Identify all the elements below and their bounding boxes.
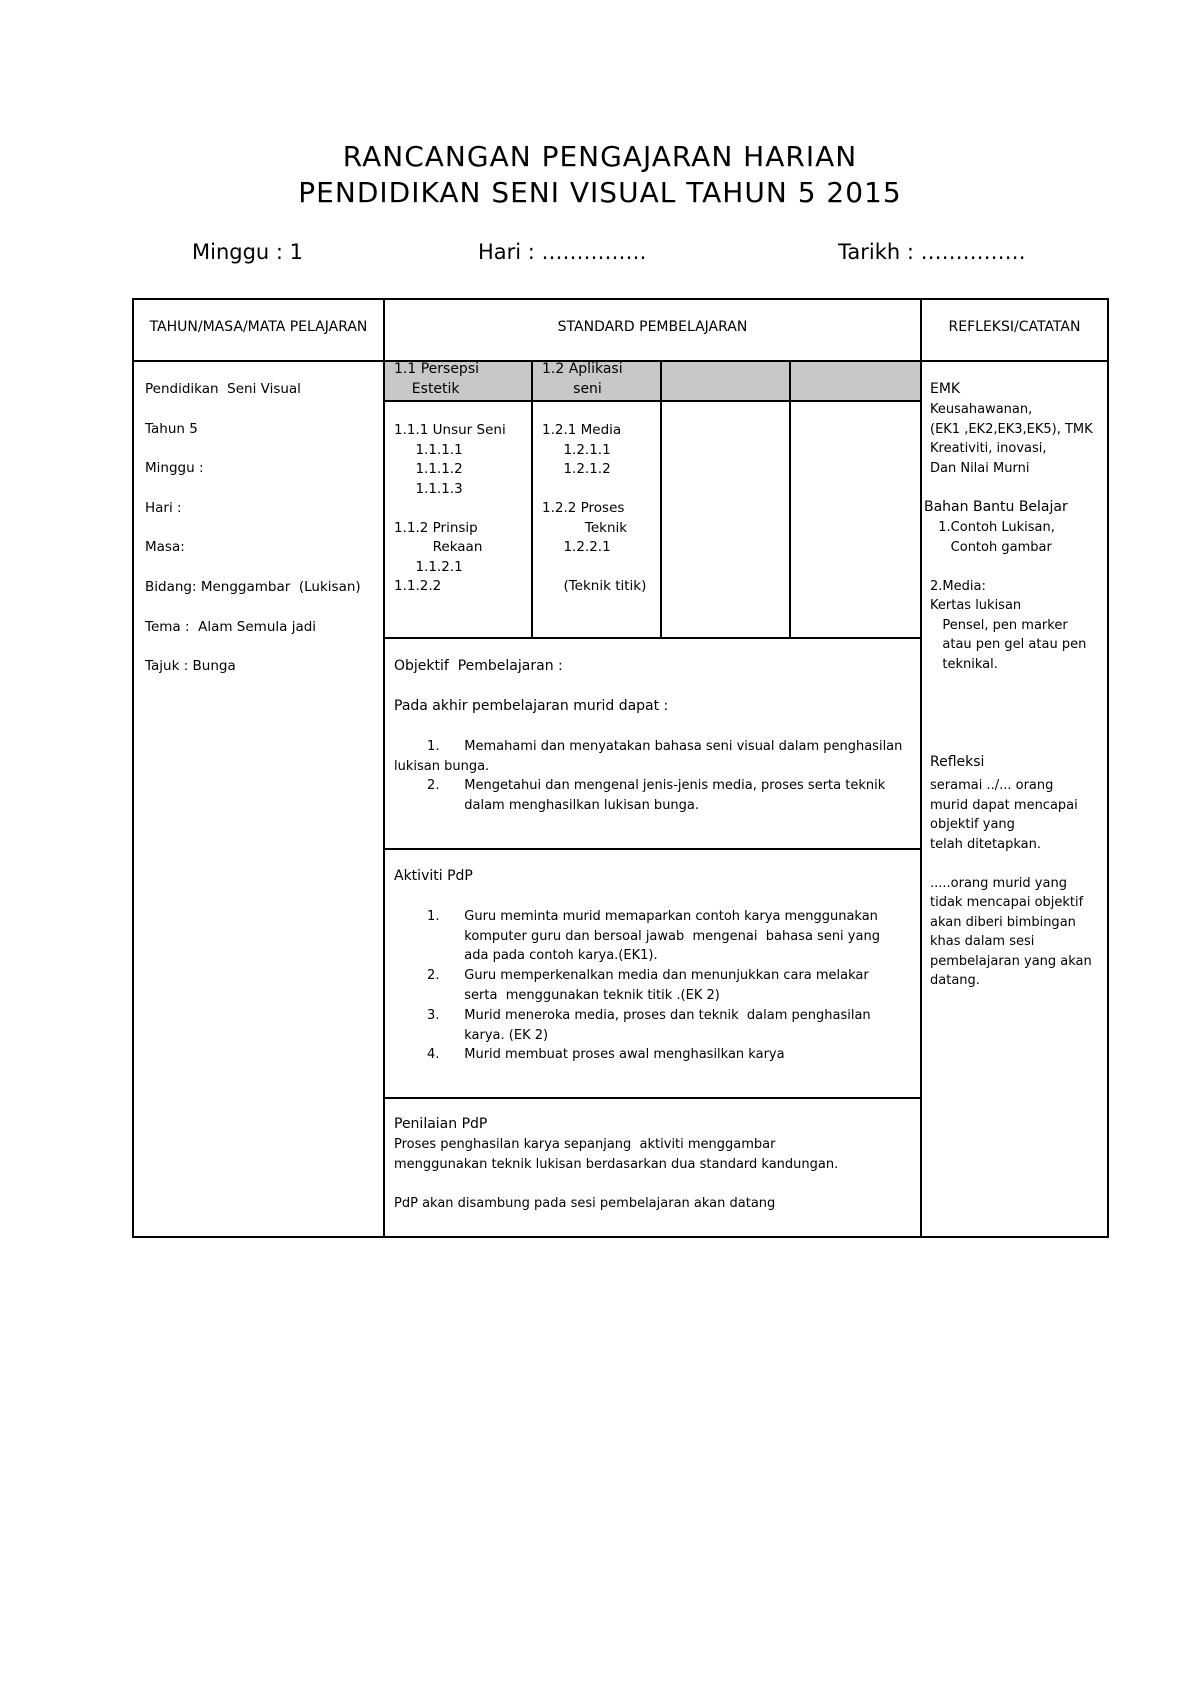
standard-1-1-list: 1.1.1 Unsur Seni 1.1.1.1 1.1.1.2 1.1.1.3 1.1.2 Prinsip Rekaan 1.1.2.1 1.1.2.2 bbox=[394, 422, 506, 594]
left-bidang: Bidang: Menggambar (Lukisan) bbox=[145, 579, 361, 595]
refleksi-text: seramai ../... orang murid dapat mencapai objektif yang telah ditetapkan. .....orang murid yang tidak mencapai objektif akan diberi bimbingan khas dalam sesi pembelajaran yang akan datang. bbox=[930, 778, 1092, 988]
aktiviti-item-2: 2. Guru memperkenalkan media dan menunjukkan cara melakar serta menggunakan teknik titik .(EK 2) bbox=[427, 968, 869, 1003]
left-minggu: Minggu : bbox=[145, 460, 204, 476]
penilaian-heading: Penilaian PdP bbox=[394, 1116, 488, 1132]
standard-1-2-heading: 1.2 Aplikasi seni bbox=[542, 361, 623, 397]
tarikh-label: Tarikh : …………… bbox=[838, 240, 1026, 264]
objektif-heading: Objektif Pembelajaran : bbox=[394, 658, 563, 674]
emk-text: Keusahawanan, (EK1 ,EK2,EK3,EK5), TMK Kreativiti, inovasi, Dan Nilai Murni bbox=[930, 402, 1093, 476]
aktiviti-item-4: 4. Murid membuat proses awal menghasilkan karya bbox=[394, 1047, 785, 1062]
left-tema: Tema : Alam Semula jadi bbox=[145, 619, 317, 635]
aktiviti-item-1: 1. Guru meminta murid memaparkan contoh karya menggunakan komputer guru dan bersoal jawab mengenai bahasa seni yang ada pada contoh karya.(EK1). bbox=[427, 909, 880, 963]
aktiviti-heading: Aktiviti PdP bbox=[394, 868, 473, 884]
left-subject: Pendidikan Seni Visual bbox=[145, 381, 301, 397]
document-title-line-2: PENDIDIKAN SENI VISUAL TAHUN 5 2015 bbox=[298, 176, 902, 209]
standard-1-1-heading: 1.1 Persepsi Estetik bbox=[394, 361, 480, 397]
bahan-bantu-text: 1.Contoh Lukisan, Contoh gambar 2.Media: Kertas lukisan Pensel, pen marker atau pen gel atau pen teknikal. bbox=[930, 520, 1087, 672]
aktiviti-item-3: 3. Murid meneroka media, proses dan teknik dalam penghasilan karya. (EK 2) bbox=[427, 1008, 871, 1043]
objektif-item-1: 1. Memahami dan menyatakan bahasa seni visual dalam penghasilan lukisan bunga. bbox=[394, 739, 903, 774]
hari-label: Hari : …………… bbox=[478, 240, 647, 264]
standard-1-2-list: 1.2.1 Media 1.2.1.1 1.2.1.2 1.2.2 Proses Teknik 1.2.2.1 (Teknik titik) bbox=[542, 422, 647, 594]
emk-heading: EMK bbox=[930, 381, 961, 397]
document-title-line-1: RANCANGAN PENGAJARAN HARIAN bbox=[342, 140, 858, 173]
left-tahun: Tahun 5 bbox=[145, 421, 198, 437]
refleksi-heading: Refleksi bbox=[930, 754, 985, 770]
column-header-refleksi: REFLEKSI/CATATAN bbox=[948, 319, 1081, 335]
column-header-tahun: TAHUN/MASA/MATA PELAJARAN bbox=[149, 319, 368, 335]
objektif-intro: Pada akhir pembelajaran murid dapat : bbox=[394, 698, 669, 714]
left-masa: Masa: bbox=[145, 539, 185, 555]
left-tajuk: Tajuk : Bunga bbox=[145, 658, 236, 674]
column-header-standard: STANDARD PEMBELAJARAN bbox=[557, 319, 748, 335]
objektif-item-2: 2. Mengetahui dan mengenal jenis-jenis media, proses serta teknik dalam menghasilkan lukisan bunga. bbox=[427, 778, 886, 813]
bahan-bantu-heading: Bahan Bantu Belajar bbox=[924, 499, 1068, 515]
left-hari: Hari : bbox=[145, 500, 182, 516]
penilaian-text: Proses penghasilan karya sepanjang aktiviti menggambar menggunakan teknik lukisan berdasarkan dua standard kandungan. PdP akan disambung pada sesi pembelajaran akan datang bbox=[394, 1137, 839, 1211]
minggu-label: Minggu : 1 bbox=[192, 240, 304, 264]
